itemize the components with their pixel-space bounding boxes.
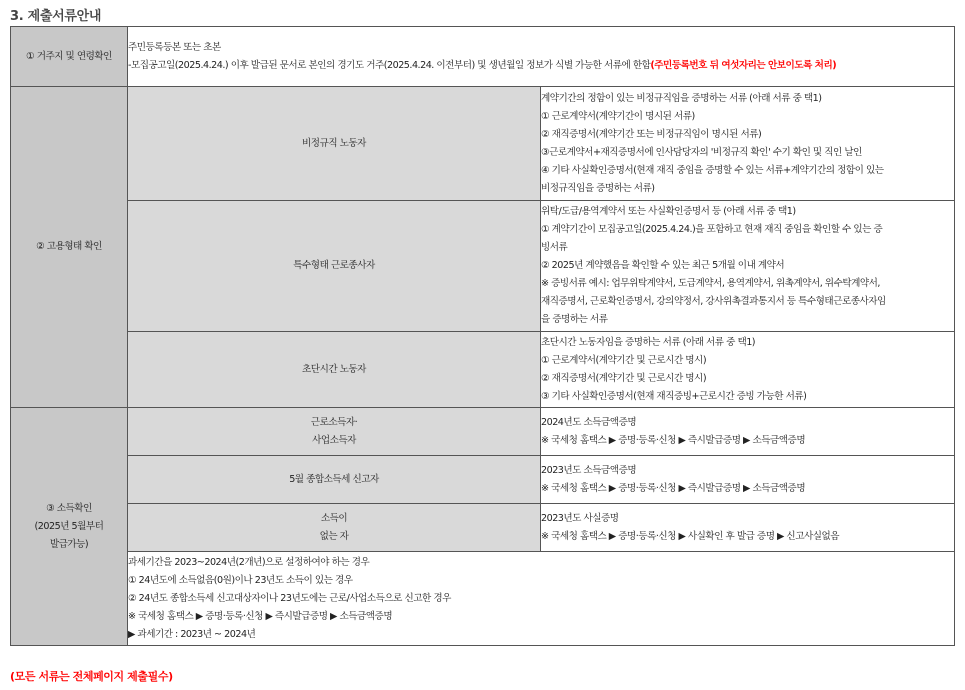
list-item: ④ 기타 사실확인증명서(현재 재직 중임을 증명할 수 있는 서류+계약기간의 정함이 있는 — [541, 164, 884, 176]
list-item: ① 24년도에 소득없음(0원)이나 23년도 소득이 있는 경우 — [128, 574, 353, 586]
list-item: 2024년도 소득금액증명 — [541, 416, 637, 428]
income-note — [128, 552, 955, 646]
list-item: ※ 증빙서류 예시: 업무위탁계약서, 도급계약서, 용역계약서, 위촉계약서, 위수탁계약서, — [541, 278, 880, 289]
list-item: ② 재직증명서(계약기간 또는 비정규직임이 명시된 서류) — [541, 128, 762, 140]
special-worker-documents — [541, 201, 955, 332]
list-item: 2023년도 소득금액증명 — [541, 464, 637, 476]
sub-ultra-short-label: 초단시간 노동자 — [128, 332, 541, 408]
category-residence-age: ① 거주지 및 연령확인 — [11, 27, 128, 87]
list-item: 재직증명서, 근로확인증명서, 강의약정서, 강사위촉결과통지서 등 특수형태근로종사자임 — [541, 296, 886, 307]
list-item: ① 근로계약서(계약기간이 명시된 서류) — [541, 110, 695, 122]
list-item: 초단시간 노동자임을 증명하는 서류 (아래 서류 중 택1) — [541, 336, 756, 348]
wage-earner-documents — [541, 408, 955, 456]
sub-nonregular-label: 비정규직 노동자 — [128, 87, 541, 201]
list-item: 을 증명하는 서류 — [541, 314, 608, 325]
table-row-residence — [11, 27, 955, 87]
residence-line-2 — [128, 57, 954, 75]
list-item: ③근로계약서+재직증명서에 인사담당자의 '비정규직 확인' 수기 확인 및 직인 날인 — [541, 146, 862, 158]
list-item: ② 재직증명서(계약기간 및 근로시간 명시) — [541, 372, 707, 384]
list-item: ③ 기타 사실확인증명서(현재 재직증빙+근로시간 증빙 가능한 서류) — [541, 390, 807, 402]
list-item: 빙서류 — [541, 242, 568, 253]
residence-line-1: 주민등록등본 또는 초본 — [128, 41, 221, 53]
table-row-nonregular — [11, 87, 955, 201]
footer-note: (모든 서류는 전체페이지 제출필수) — [10, 670, 173, 683]
category-income: ③ 소득확인 (2025년 5월부터 발급가능) — [11, 408, 128, 646]
list-item: ▶ 과세기간 : 2023년 ~ 2024년 — [128, 628, 256, 640]
list-item: ※ 국세청 홈택스 ▶ 증명·등록·신청 ▶ 즉시발급증명 ▶ 소득금액증명 — [128, 610, 393, 622]
list-item: 계약기간의 정함이 있는 비정규직임을 증명하는 서류 (아래 서류 중 택1) — [541, 92, 822, 104]
sub-no-income-label: 소득이 없는 자 — [128, 504, 541, 552]
table-row-may-filer — [11, 456, 955, 504]
residence-requirements — [128, 27, 955, 87]
list-item: ※ 국세청 홈택스 ▶ 증명·등록·신청 ▶ 즉시발급증명 ▶ 소득금액증명 — [541, 434, 806, 446]
section-title: 3. 제출서류안내 — [10, 9, 102, 24]
residence-line-2-warning: (주민등록번호 뒤 여섯자리는 안보이도록 처리) — [650, 59, 837, 71]
list-item: 2023년도 사실증명 — [541, 512, 619, 524]
documents-table — [10, 26, 955, 646]
table-row-special-worker — [11, 201, 955, 332]
may-filer-documents — [541, 456, 955, 504]
list-item: 비정규직임을 증명하는 서류) — [541, 182, 655, 194]
list-item: 위탁/도급/용역계약서 또는 사실확인증명서 등 (아래 서류 중 택1) — [541, 206, 796, 217]
residence-line-2-text: -모집공고일(2025.4.24.) 이후 발급된 문서로 본인의 경기도 거주(2025.4.24. 이전부터) 및 생년월일 정보가 식별 가능한 서류에 한함 — [128, 59, 651, 71]
no-income-documents — [541, 504, 955, 552]
ultra-short-documents — [541, 332, 955, 408]
table-row-income-note — [11, 552, 955, 646]
list-item: ② 2025년 계약했음을 확인할 수 있는 최근 5개월 이내 계약서 — [541, 260, 785, 271]
sub-wage-earner-label: 근로소득자· 사업소득자 — [128, 408, 541, 456]
table-row-ultra-short — [11, 332, 955, 408]
list-item: ※ 국세청 홈택스 ▶ 증명·등록·신청 ▶ 사실확인 후 발급 증명 ▶ 신고사실없음 — [541, 530, 840, 542]
list-item: ① 계약기간이 모집공고일(2025.4.24.)을 포함하고 현재 재직 중임을 확인할 수 있는 증 — [541, 224, 883, 235]
list-item: ※ 국세청 홈택스 ▶ 증명·등록·신청 ▶ 즉시발급증명 ▶ 소득금액증명 — [541, 482, 806, 494]
table-row-no-income — [11, 504, 955, 552]
list-item: 과세기간을 2023~2024년(2개년)으로 설정하여야 하는 경우 — [128, 556, 370, 568]
sub-may-filer-label: 5월 종합소득세 신고자 — [128, 456, 541, 504]
category-employment-type: ② 고용형태 확인 — [11, 87, 128, 408]
table-row-wage-earner — [11, 408, 955, 456]
sub-special-worker-label: 특수형태 근로종사자 — [128, 201, 541, 332]
list-item: ② 24년도 종합소득세 신고대상자이나 23년도에는 근로/사업소득으로 신고한 경우 — [128, 592, 451, 604]
nonregular-documents — [541, 87, 955, 201]
list-item: ① 근로계약서(계약기간 및 근로시간 명시) — [541, 354, 707, 366]
